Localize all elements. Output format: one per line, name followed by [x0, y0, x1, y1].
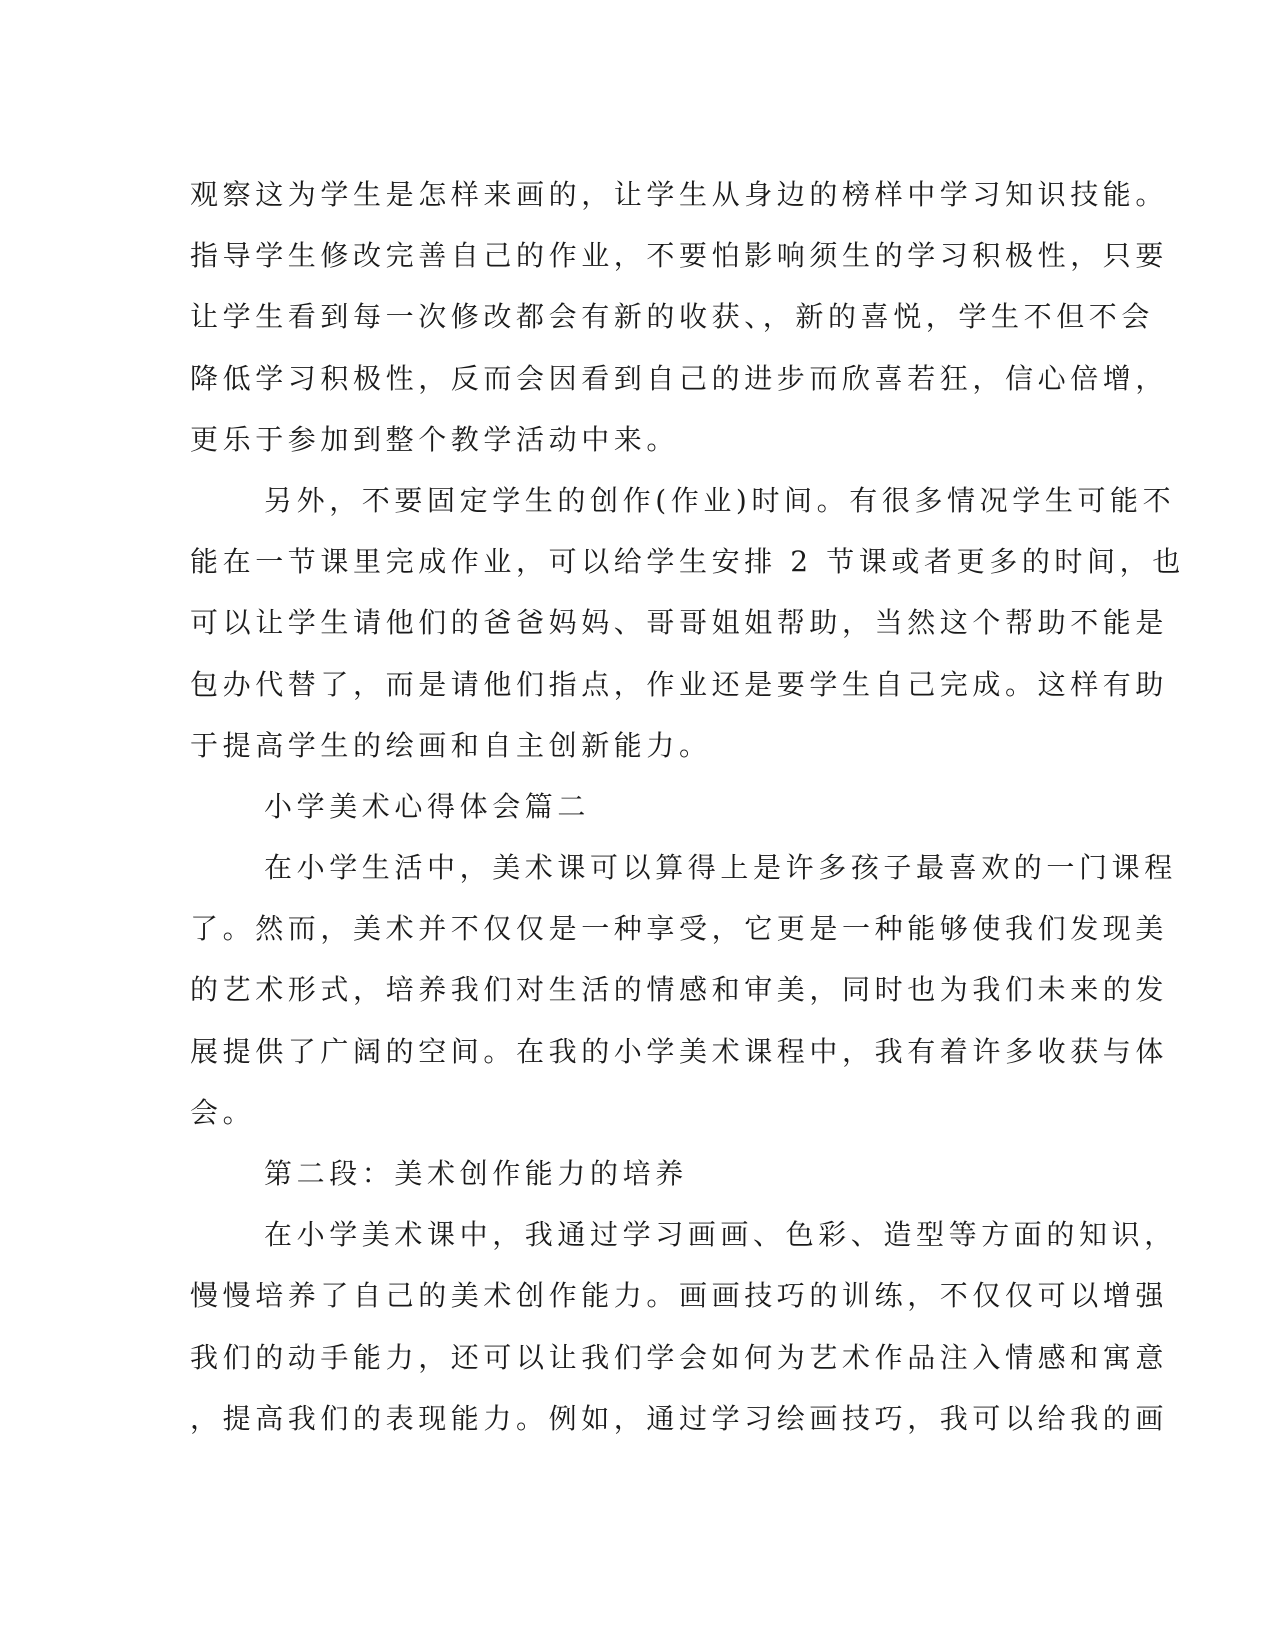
- text-line: 于提高学生的绘画和自主创新能力。: [190, 728, 712, 762]
- paragraph-start: 另外，不要固定学生的创作(作业)时间。有很多情况学生可能不: [264, 483, 1176, 517]
- text-line: 包办代替了，而是请他们指点，作业还是要学生自己完成。这样有助: [190, 667, 1169, 701]
- document-body: [190, 164, 1185, 1449]
- paragraph-start: 在小学生活中，美术课可以算得上是许多孩子最喜欢的一门课程: [264, 851, 1177, 885]
- text-line: 的艺术形式，培养我们对生活的情感和审美，同时也为我们未来的发: [190, 973, 1169, 1007]
- section-heading: 小学美术心得体会篇二: [264, 789, 591, 823]
- text-line: 慢慢培养了自己的美术创作能力。画画技巧的训练，不仅仅可以增强: [190, 1279, 1169, 1313]
- text-line: 能在一节课里完成作业，可以给学生安排 2 节课或者更多的时间，也: [190, 545, 1185, 579]
- text-line: 指导学生修改完善自己的作业，不要怕影响须生的学习积极性，只要: [190, 239, 1169, 273]
- text-line: 让学生看到每一次修改都会有新的收获、，新的喜悦，学生不但不会: [190, 300, 1155, 334]
- text-line: 更乐于参加到整个教学活动中来。: [190, 422, 680, 456]
- text-line: ，提高我们的表现能力。例如，通过学习绘画技巧，我可以给我的画: [190, 1401, 1169, 1435]
- text-line: 我们的动手能力，还可以让我们学会如何为艺术作品注入情感和寓意: [190, 1340, 1169, 1374]
- text-line: 观察这为学生是怎样来画的，让学生从身边的榜样中学习知识技能。: [190, 178, 1169, 211]
- text-line: 可以让学生请他们的爸爸妈妈、哥哥姐姐帮助，当然这个帮助不能是: [190, 606, 1169, 640]
- text-line: 展提供了广阔的空间。在我的小学美术课程中，我有着许多收获与体: [190, 1034, 1169, 1068]
- subsection-heading: 第二段：美术创作能力的培养: [264, 1157, 688, 1190]
- text-line: 会。: [190, 1095, 256, 1129]
- text-line: 了。然而，美术并不仅仅是一种享受，它更是一种能够使我们发现美: [190, 912, 1169, 946]
- paragraph-start: 在小学美术课中，我通过学习画画、色彩、造型等方面的知识，: [264, 1218, 1177, 1252]
- text-line: 降低学习积极性，反而会因看到自己的进步而欣喜若狂，信心倍增，: [190, 361, 1169, 395]
